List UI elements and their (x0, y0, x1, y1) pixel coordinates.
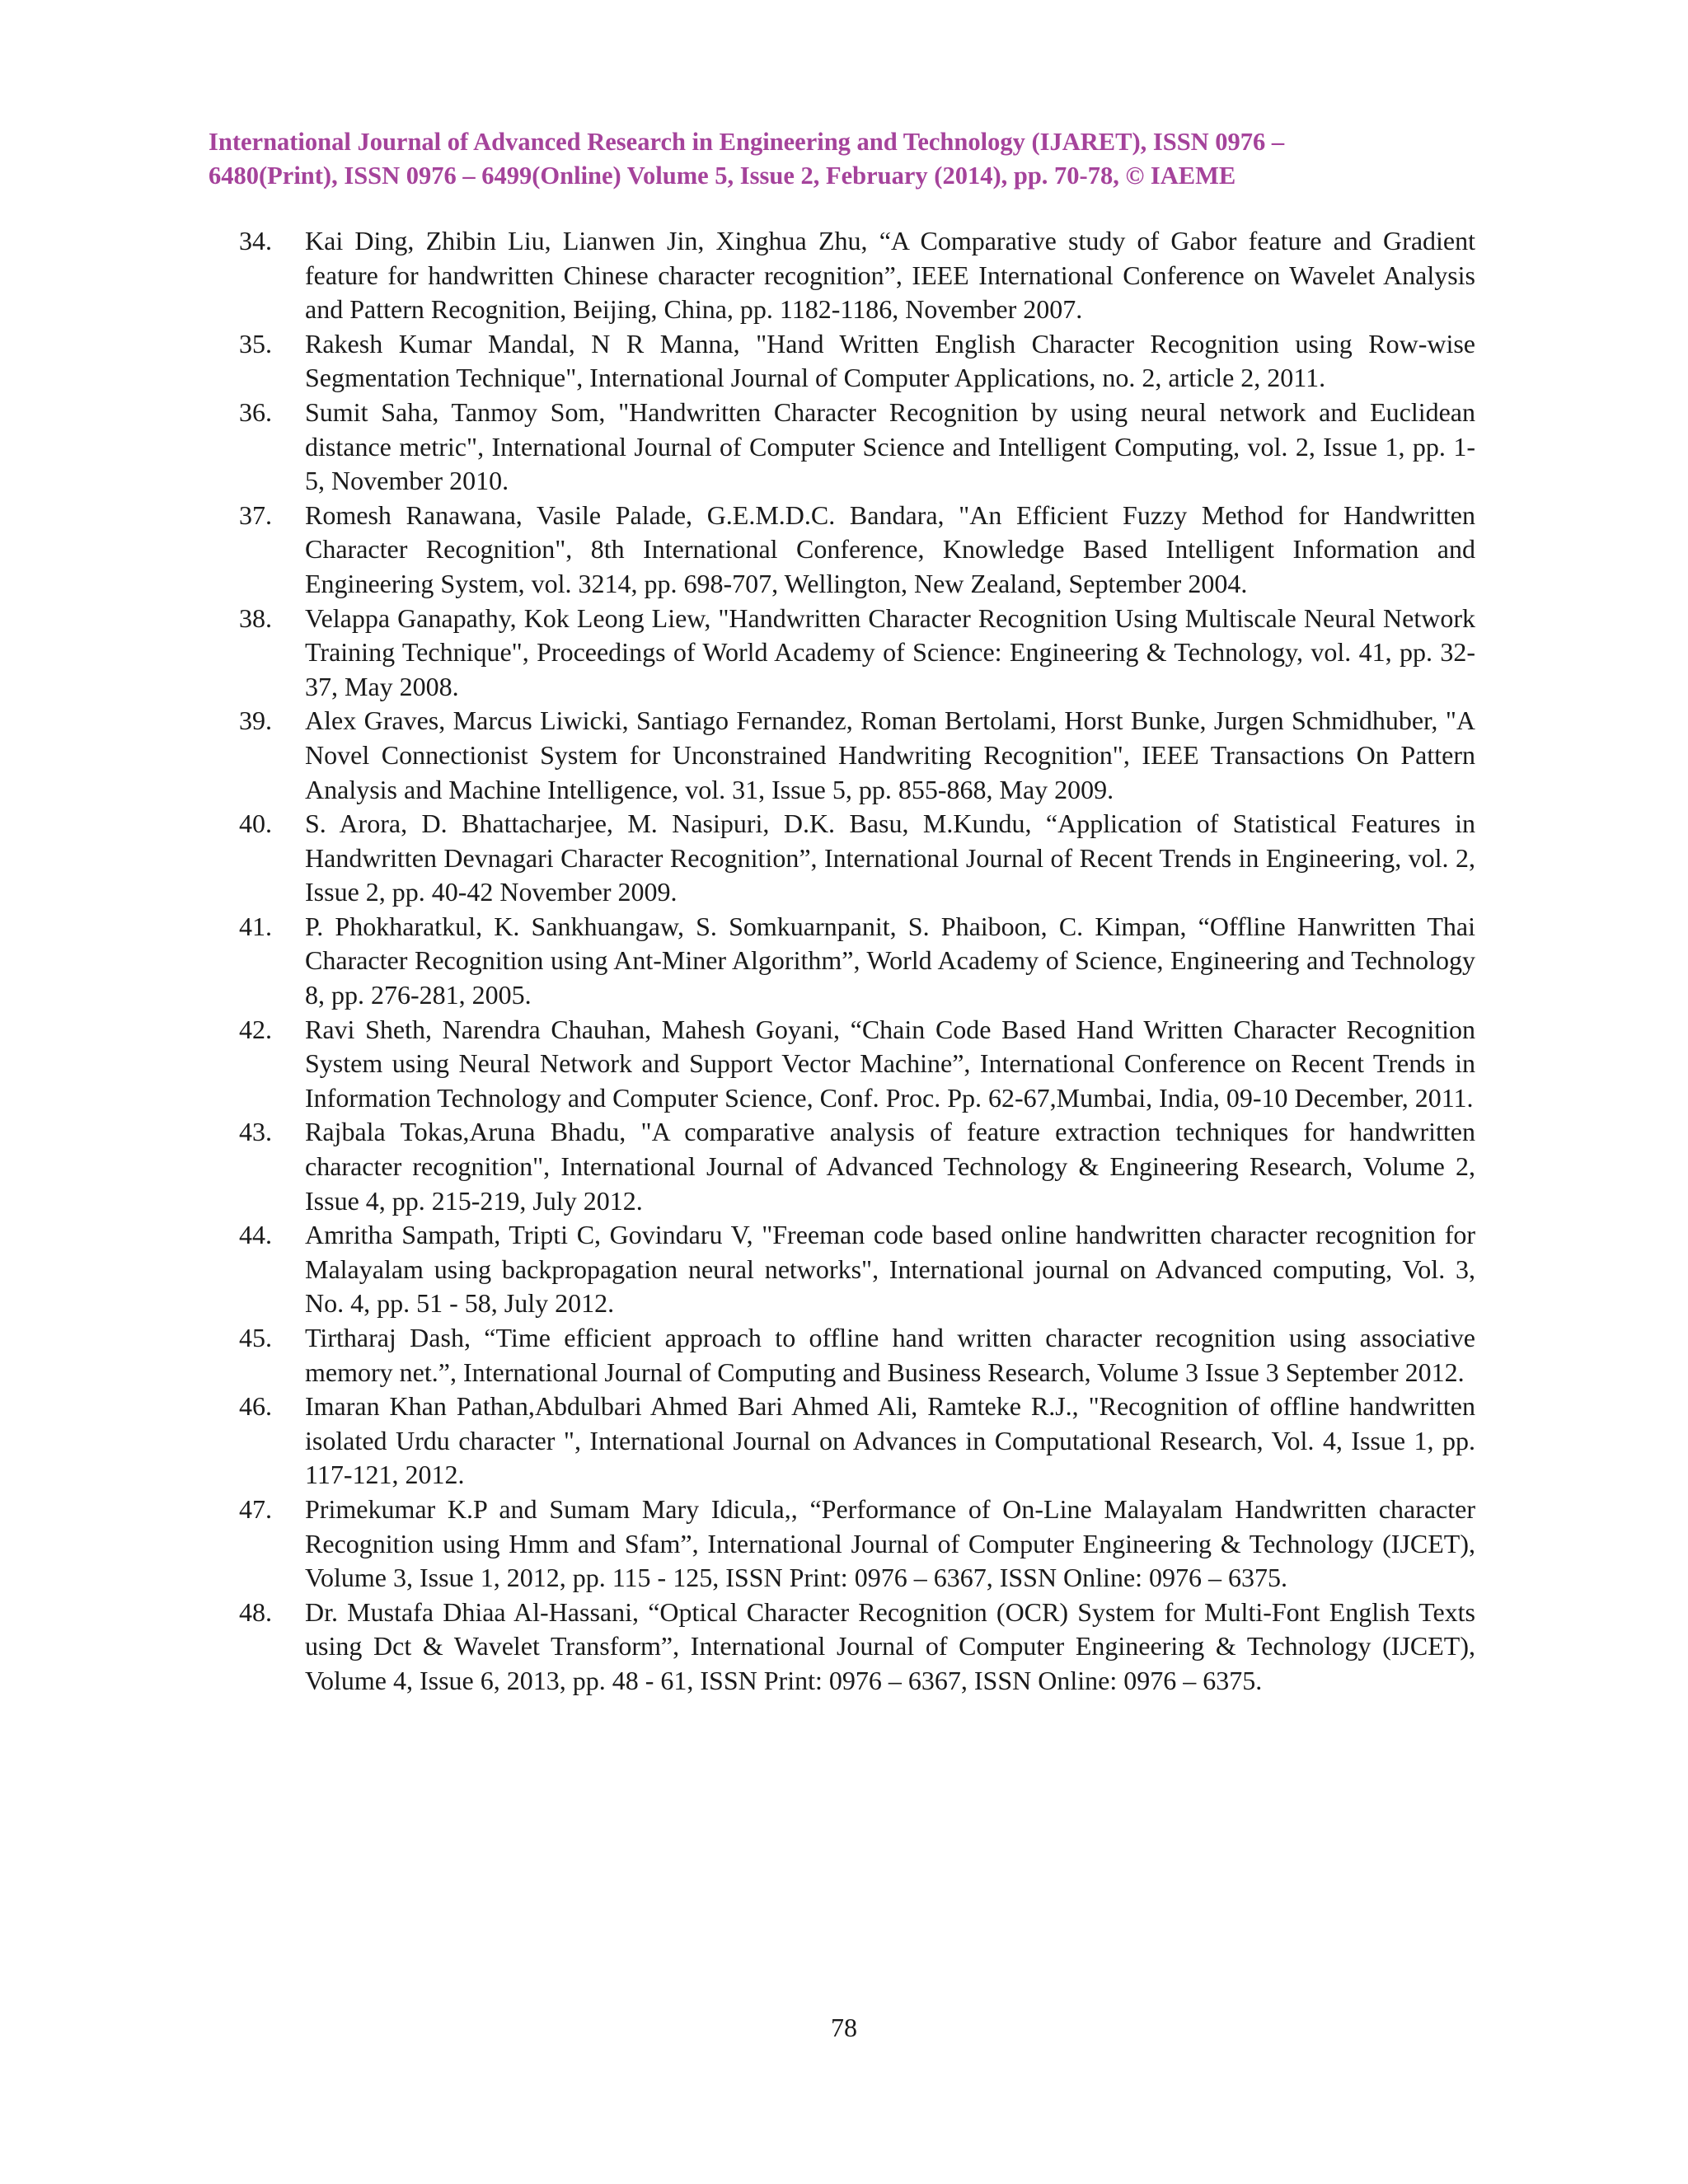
reference-text: Velappa Ganapathy, Kok Leong Liew, "Handwritten Character Recognition Using Multiscale Neural Network Training Technique", Proceedings of World Academy of Science: Engineering & Technology, vol. 41, pp. 32-37, May 2008. (305, 602, 1475, 701)
reference-number: 37. (239, 499, 272, 530)
reference-number: 46. (239, 1391, 272, 1422)
reference-40 (239, 807, 1475, 910)
reference-text: Kai Ding, Zhibin Liu, Lianwen Jin, Xinghua Zhu, “A Comparative study of Gabor feature and Gradient feature for handwritten Chinese character recognition”, IEEE International Conference on Wavelet Analysis and Pattern Recognition, Beijing, China, pp. 1182-1186, November 2007. (305, 226, 1475, 325)
reference-38 (239, 602, 1475, 705)
reference-number: 45. (239, 1323, 272, 1352)
journal-header (209, 125, 1478, 193)
reference-number: 39. (239, 705, 272, 736)
reference-text: Romesh Ranawana, Vasile Palade, G.E.M.D.C. Bandara, "An Efficient Fuzzy Method for Handwritten Character Recognition", 8th International Conference, Knowledge Based Intelligent Information and Engineering System, vol. 3214, pp. 698-707, Wellington, New Zealand, September 2004. (305, 499, 1475, 598)
reference-text: Amritha Sampath, Tripti C, Govindaru V, "Freeman code based online handwritten character recognition for Malayalam using backpropagation neural networks", International journal on Advanced computing, Vol. 3, No. 4, pp. 51 - 58, July 2012. (305, 1220, 1475, 1319)
reference-37 (239, 499, 1475, 602)
reference-number: 48. (239, 1596, 272, 1627)
reference-text: Rajbala Tokas,Aruna Bhadu, "A comparative analysis of feature extraction techniques for handwritten character recognition", International Journal of Advanced Technology & Engineering Research, Volume 2, Issue 4, pp. 215-219, July 2012. (305, 1117, 1475, 1216)
reference-number: 36. (239, 396, 272, 427)
reference-text: Imaran Khan Pathan,Abdulbari Ahmed Bari Ahmed Ali, Ramteke R.J., "Recognition of offline handwritten isolated Urdu character ", International Journal on Advances in Computational Research, Vol. 4, Issue 1, pp. 117-121, 2012. (305, 1391, 1475, 1490)
reference-45 (239, 1321, 1475, 1390)
reference-43 (239, 1115, 1475, 1218)
reference-number: 47. (239, 1493, 272, 1524)
reference-number: 44. (239, 1220, 272, 1250)
reference-36 (239, 396, 1475, 499)
reference-46 (239, 1390, 1475, 1493)
reference-number: 35. (239, 328, 272, 359)
reference-text: Tirtharaj Dash, “Time efficient approach to offline hand written character recognition using associative memory net.”, International Journal of Computing and Business Research, Volume 3 Issue 3 September 2012. (305, 1323, 1475, 1387)
reference-text: Sumit Saha, Tanmoy Som, "Handwritten Character Recognition by using neural network and Euclidean distance metric", International Journal of Computer Science and Intelligent Computing, vol. 2, Issue 1, pp. 1-5, November 2010. (305, 396, 1475, 496)
reference-text: P. Phokharatkul, K. Sankhuangaw, S. Somkuarnpanit, S. Phaiboon, C. Kimpan, “Offline Hanwritten Thai Character Recognition using Ant-Miner Algorithm”, World Academy of Science, Engineering and Technology 8, pp. 276-281, 2005. (305, 911, 1475, 1010)
reference-list (239, 224, 1475, 1699)
reference-42 (239, 1013, 1475, 1116)
reference-text: Dr. Mustafa Dhiaa Al-Hassani, “Optical Character Recognition (OCR) System for Multi-Font English Texts using Dct & Wavelet Transform”, International Journal of Computer Engineering & Technology (IJCET), Volume 4, Issue 6, 2013, pp. 48 - 61, ISSN Print: 0976 – 6367, ISSN Online: 0976 – 6375. (305, 1596, 1475, 1695)
reference-number: 40. (239, 808, 272, 839)
reference-number: 38. (239, 602, 272, 633)
reference-34 (239, 224, 1475, 327)
journal-header-line-1: International Journal of Advanced Research in Engineering and Technology (IJARET), ISSN 0976 – (209, 128, 1285, 156)
reference-35 (239, 327, 1475, 396)
page-number: 78 (831, 2013, 857, 2042)
reference-39 (239, 704, 1475, 807)
reference-text: Ravi Sheth, Narendra Chauhan, Mahesh Goyani, “Chain Code Based Hand Written Character Recognition System using Neural Network and Support Vector Machine”, International Conference on Recent Trends in Information Technology and Computer Science, Conf. Proc. Pp. 62-67,Mumbai, India, 09-10 December, 2011. (305, 1014, 1475, 1113)
reference-number: 42. (239, 1014, 272, 1044)
reference-text: Primekumar K.P and Sumam Mary Idicula,, “Performance of On-Line Malayalam Handwritten character Recognition using Hmm and Sfam”, International Journal of Computer Engineering & Technology (IJCET), Volume 3, Issue 1, 2012, pp. 115 - 125, ISSN Print: 0976 – 6367, ISSN Online: 0976 – 6375. (305, 1493, 1475, 1593)
reference-number: 41. (239, 911, 272, 941)
reference-41 (239, 910, 1475, 1013)
reference-48 (239, 1596, 1475, 1699)
reference-text: Alex Graves, Marcus Liwicki, Santiago Fernandez, Roman Bertolami, Horst Bunke, Jurgen Schmidhuber, "A Novel Connectionist System for Unconstrained Handwriting Recognition", IEEE Transactions On Pattern Analysis and Machine Intelligence, vol. 31, Issue 5, pp. 855-868, May 2009. (305, 705, 1475, 804)
reference-47 (239, 1493, 1475, 1596)
reference-number: 34. (239, 226, 272, 255)
reference-text: Rakesh Kumar Mandal, N R Manna, "Hand Written English Character Recognition using Row-wise Segmentation Technique", International Journal of Computer Applications, no. 2, article 2, 2011. (305, 328, 1475, 393)
journal-header-line-2: 6480(Print), ISSN 0976 – 6499(Online) Volume 5, Issue 2, February (2014), pp. 70-78, © IAEME (209, 162, 1236, 190)
reference-text: S. Arora, D. Bhattacharjee, M. Nasipuri, D.K. Basu, M.Kundu, “Application of Statistical Features in Handwritten Devnagari Character Recognition”, International Journal of Recent Trends in Engineering, vol. 2, Issue 2, pp. 40-42 November 2009. (305, 808, 1475, 907)
reference-number: 43. (239, 1117, 272, 1147)
reference-44 (239, 1218, 1475, 1321)
